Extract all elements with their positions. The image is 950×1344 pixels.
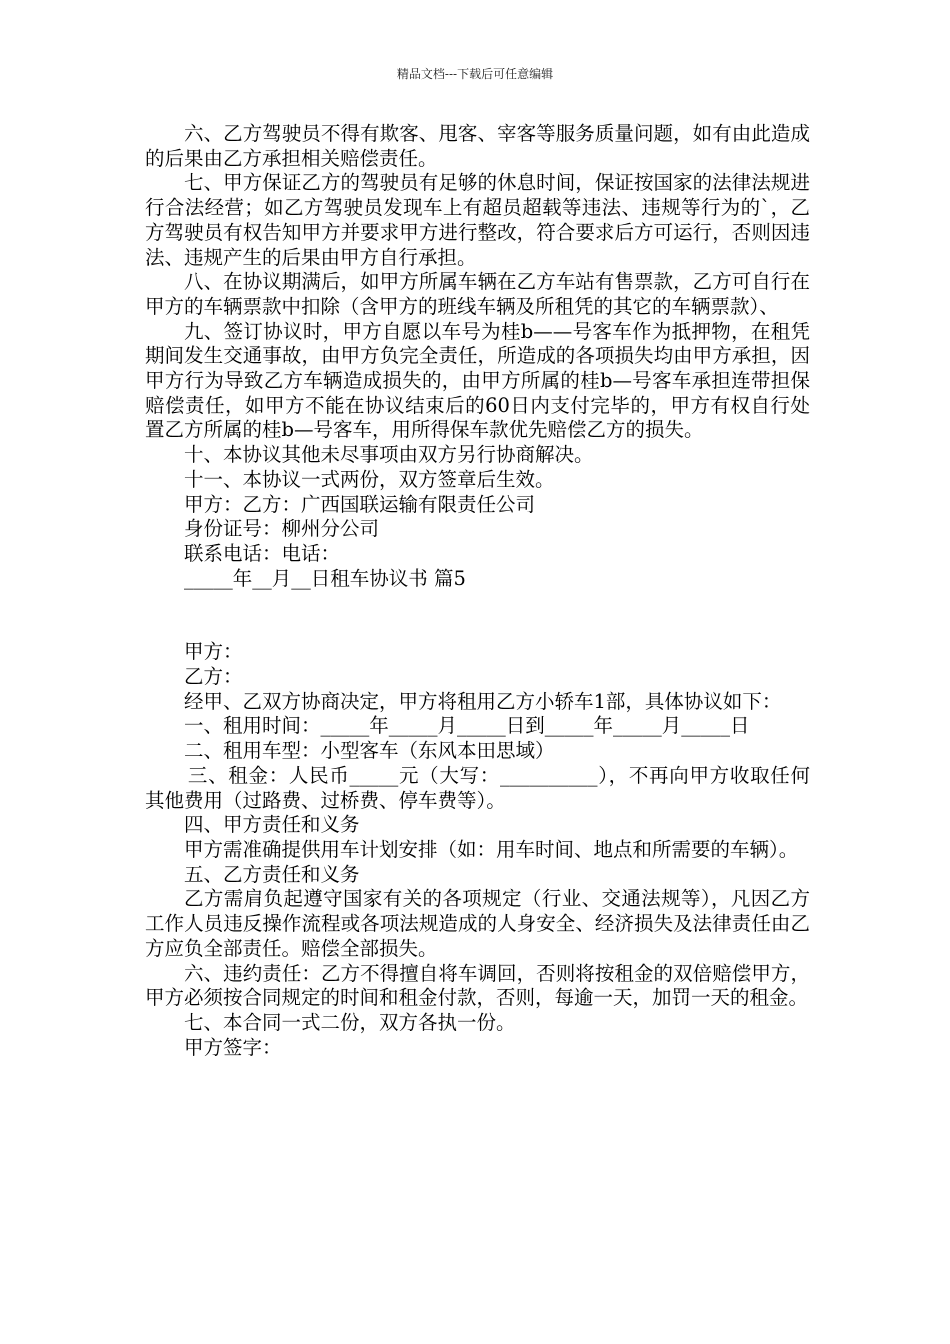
- party-a-signature: 甲方签字：: [184, 1035, 282, 1059]
- party-a-duties: 甲方需准确提供用车计划安排（如：用车时间、地点和所需要的车辆）。: [184, 837, 799, 861]
- clause-7: 七、甲方保证乙方的驾驶员有足够的休息时间，保证按国家的法律法规进行合法经营；如乙方驾驶员发现车上有超员超载等违法、违规等行为的`，乙方驾驶员有权告知甲方并要求甲方进行整改，符合要求后方可运行，否则因违法、违规产生的后果由甲方自行承担。: [145, 171, 810, 269]
- signature-phone: 联系电话：电话：: [184, 541, 341, 565]
- copies-clause: 七、本合同一式二份，双方各执一份。: [184, 1010, 516, 1034]
- page-header: 精品文档---下载后可任意编辑: [396, 67, 554, 81]
- clause-6: 六、乙方驾驶员不得有欺客、甩客、宰客等服务质量问题，如有由此造成的后果由乙方承担相关赔偿责任。: [145, 122, 810, 170]
- signature-id: 身份证号：柳州分公司: [184, 517, 380, 541]
- clause-10: 十、本协议其他未尽事项由双方另行协商解决。: [184, 443, 594, 467]
- clause-8: 八、在协议期满后，如甲方所属车辆在乙方车站有售票款，乙方可自行在甲方的车辆票款中扣除（含甲方的班线车辆及所租凭的其它的车辆票款）、: [145, 270, 810, 318]
- party-b-duties-heading: 五、乙方责任和义务: [184, 862, 360, 886]
- clause-11: 十一、本协议一式两份，双方签章后生效。: [184, 467, 555, 491]
- signature-parties: 甲方：乙方：广西国联运输有限责任公司: [184, 492, 536, 516]
- rental-period: 一、租用时间：_____年_____月_____日到_____年_____月_____日: [184, 714, 750, 738]
- party-b-duties: 乙方需肩负起遵守国家有关的各项规定（行业、交通法规等），凡因乙方工作人员违反操作流程或各项法规造成的人身安全、经济损失及法律责任由乙方应负全部责任。赔偿全部损失。: [145, 887, 810, 960]
- section-gap: [145, 591, 810, 640]
- party-b: 乙方：: [184, 665, 243, 689]
- date-and-section-title: _____年__月__日租车协议书 篇5: [184, 566, 466, 590]
- agreement-intro: 经甲、乙双方协商决定，甲方将租用乙方小轿车1部，具体协议如下：: [184, 689, 782, 713]
- party-a-duties-heading: 四、甲方责任和义务: [184, 813, 360, 837]
- party-a: 甲方：: [184, 640, 243, 664]
- rental-fee: 三、租金：人民币_____元（大写：__________），不再向甲方收取任何其他费用（过路费、过桥费、停车费等）。: [145, 763, 810, 812]
- document-body: [145, 122, 810, 1060]
- clause-9: 九、签订协议时，甲方自愿以车号为桂b——号客车作为抵押物，在租凭期间发生交通事故，由甲方负完全责任，所造成的各项损失均由甲方承担，因甲方行为导致乙方车辆造成损失的，由甲方所属的桂b—号客车承担连带担保赔偿责任，如甲方不能在协议结束后的60日内支付完毕的，甲方有权自行处置乙方所属的桂b—号客车，用所得保车款优先赔偿乙方的损失。: [145, 319, 810, 442]
- breach-liability: 六、违约责任：乙方不得擅自将车调回，否则将按租金的双倍赔偿甲方，甲方必须按合同规定的时间和租金付款，否则，每逾一天，加罚一天的租金。: [145, 961, 810, 1010]
- vehicle-type: 二、租用车型：小型客车（东风本田思域）: [184, 739, 555, 763]
